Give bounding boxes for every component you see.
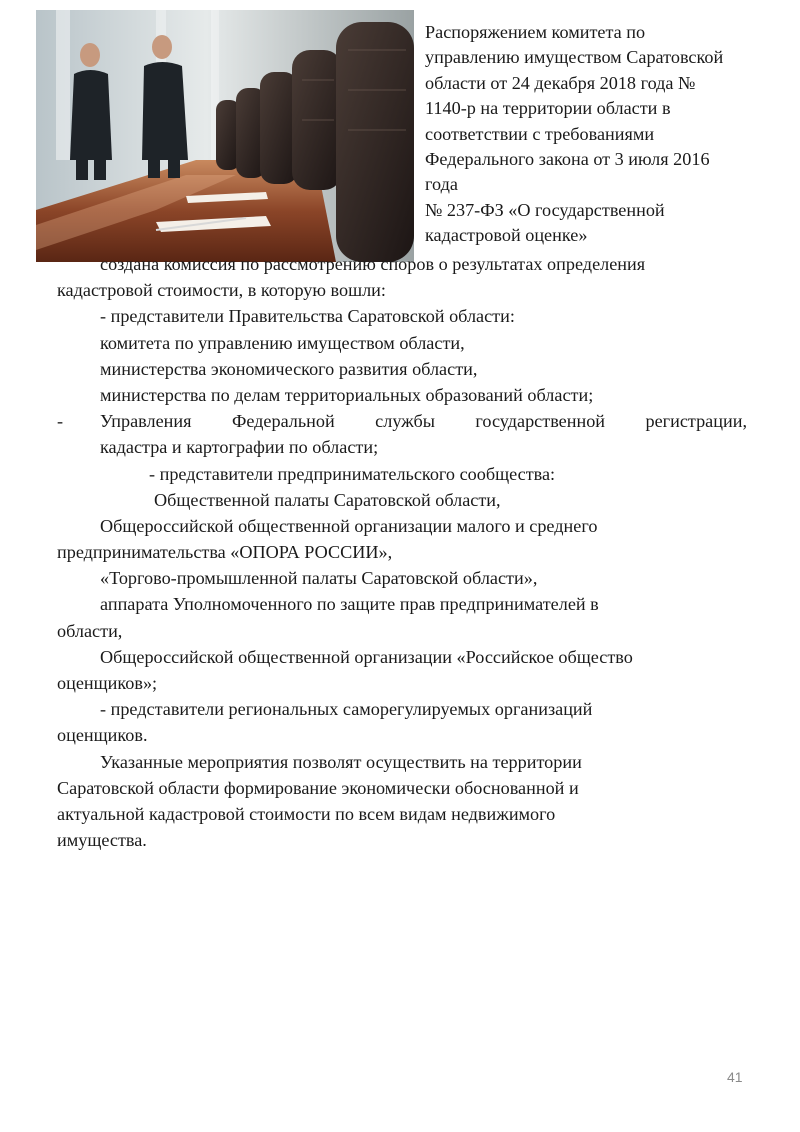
intro-line: Федерального закона от 3 июля 2016 [425,149,710,170]
intro-line: кадастровой оценке» [425,225,588,246]
list-item-cont: оценщиков»; [57,673,158,693]
list-item: министерства по делам территориальных образований области; [100,384,594,405]
list-item: министерства экономического развития области, [100,358,478,379]
bullet-text: Управления Федеральной службы государственной регистрации, [100,411,747,432]
bullet-dash: - [57,411,64,432]
intro-text-block [425,20,793,249]
conclusion-line: Саратовской области формирование экономически обоснованной и [57,777,579,798]
body-text [57,251,747,853]
list-item: кадастра и картографии по области; [100,437,379,458]
meeting-room-photo [36,10,414,262]
page-number: 41 [727,1069,743,1085]
intro-line: № 237-ФЗ «О государственной [425,199,665,220]
list-heading: - представители предпринимательского сообщества: [149,463,556,484]
body-line: кадастровой стоимости, в которую вошли: [57,280,386,301]
body-line: создана комиссия по рассмотрению споров о результатах определения [100,254,646,274]
conclusion-line: Указанные мероприятия позволят осуществить на территории [100,751,582,772]
intro-line: области от 24 декабря 2018 года № [425,72,696,93]
conclusion-line: актуальной кадастровой стоимости по всем видам недвижимого [57,803,556,824]
intro-line: соответствии с требованиями [425,123,655,144]
intro-line: управлению имуществом Саратовской [425,47,724,68]
intro-line: года [425,174,458,195]
list-item-cont: предпринимательства «ОПОРА РОССИИ», [57,542,393,563]
intro-line: 1140-р на территории области в [425,98,671,119]
list-item: аппарата Уполномоченного по защите прав предпринимателей в [100,594,599,615]
boardroom-illustration [36,10,414,262]
conclusion-line: имущества. [57,830,147,851]
list-item: Общественной палаты Саратовской области, [154,489,501,510]
list-item: «Торгово-промышленной палаты Саратовской области», [100,568,538,589]
list-item-cont: области, [57,620,123,641]
list-heading: - представители региональных саморегулируемых организаций [100,699,593,720]
list-item: Общероссийской общественной организации «Российское общество [100,646,633,667]
bullet-list-item [57,408,747,434]
list-item-cont: оценщиков. [57,725,148,746]
list-heading: - представители Правительства Саратовской области: [100,306,515,327]
intro-line: Распоряжением комитета по [425,22,646,42]
list-item: комитета по управлению имуществом области, [100,332,465,353]
list-item: Общероссийской общественной организации малого и среднего [100,515,598,536]
